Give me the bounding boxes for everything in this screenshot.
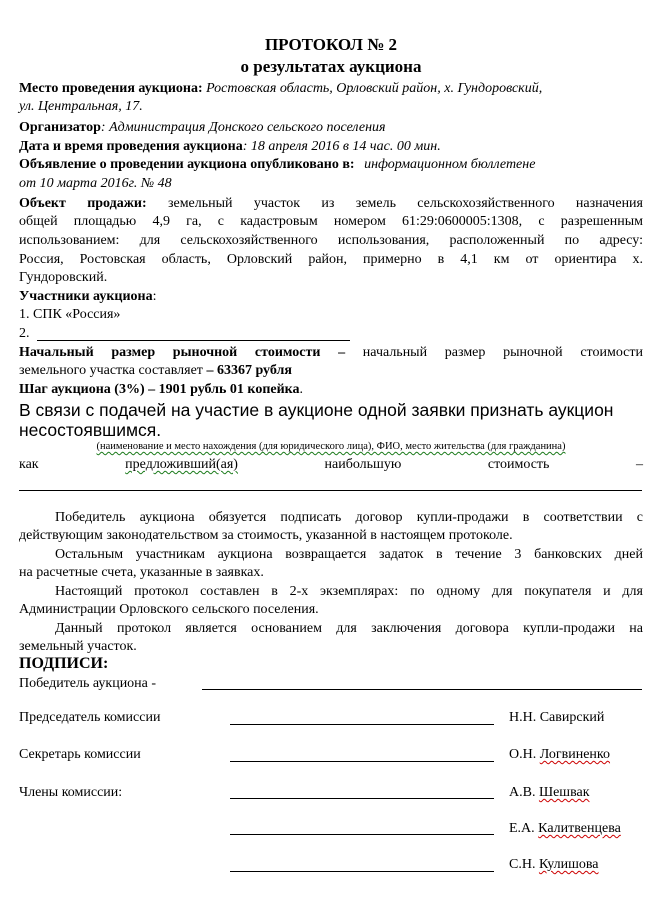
price-line-1 bbox=[19, 344, 643, 362]
object-line-2: общей площадью 4,9 га, с кадастровым номером 61:29:0600005:1308, с разрешенным bbox=[19, 214, 643, 229]
member-2-surname: Калитвенцева bbox=[538, 821, 621, 836]
offer-word-5: – bbox=[636, 457, 643, 472]
chair-label: Председатель комиссии bbox=[19, 710, 161, 725]
offer-line bbox=[19, 456, 643, 474]
paragraph-3-line-2: Администрации Орловского сельского поселения. bbox=[19, 602, 319, 617]
object-text-1: земельный участок из земель сельскохозяйственного назначения bbox=[167, 196, 643, 211]
paragraph-2-line-1: Остальным участникам аукциона возвращается задаток в течение 3 банковских дней bbox=[55, 547, 643, 562]
announcement-label: Объявление о проведении аукциона опубликовано в: bbox=[19, 157, 355, 172]
auction-step-line bbox=[19, 381, 643, 399]
offer-word-4: стоимость bbox=[487, 457, 550, 472]
paragraph-4-line-1: Данный протокол является основанием для заключения договора купли-продажи на bbox=[55, 621, 643, 636]
participants-colon: : bbox=[152, 289, 157, 304]
datetime-line bbox=[19, 138, 643, 156]
object-line-1 bbox=[19, 195, 643, 213]
paragraph-4-line-2: земельный участок. bbox=[19, 639, 137, 654]
offer-word-1: как bbox=[19, 457, 39, 472]
signatures-heading: ПОДПИСИ: bbox=[19, 655, 109, 672]
member-1-signature-line bbox=[230, 798, 494, 799]
member-1-name bbox=[509, 785, 590, 801]
place-label: Место проведения аукциона: bbox=[19, 81, 203, 96]
place-value-cont: ул. Центральная, 17. bbox=[19, 99, 143, 114]
datetime-value: : 18 апреля 2016 в 14 час. 00 мин. bbox=[242, 139, 441, 154]
offer-word-2: предложивший(ая) bbox=[125, 457, 238, 472]
price-dash: – bbox=[338, 345, 346, 360]
member-1-surname: Шешвак bbox=[538, 785, 590, 800]
organizer-line bbox=[19, 119, 643, 137]
object-line-5: Гундоровский. bbox=[19, 270, 108, 285]
participant-2: 2. bbox=[19, 326, 30, 341]
participants-heading bbox=[19, 288, 643, 306]
secretary-label: Секретарь комиссии bbox=[19, 747, 141, 762]
member-2-name bbox=[509, 821, 621, 837]
winner-label: Победитель аукциона - bbox=[19, 676, 157, 691]
name-hint bbox=[19, 441, 643, 452]
participant-2-line bbox=[37, 340, 350, 341]
decision-line-1: В связи с подачей на участие в аукционе одной заявки признать аукцион bbox=[19, 400, 614, 420]
winner-signature-line bbox=[202, 689, 642, 690]
paragraph-3-line-1: Настоящий протокол составлен в 2-х экземплярах: по одному для покупателя и для bbox=[55, 584, 643, 599]
member-3-surname: Кулишова bbox=[538, 857, 599, 872]
member-3-signature-line bbox=[230, 871, 494, 872]
place-value: Ростовская область, Орловский район, х. Гундоровский, bbox=[206, 81, 543, 96]
price-text-2: земельного участка составляет bbox=[19, 363, 203, 378]
announcement-value-cont: от 10 марта 2016г. № 48 bbox=[19, 176, 172, 191]
member-3-name bbox=[509, 857, 599, 873]
secretary-signature-line bbox=[230, 761, 494, 762]
decision-line-2: несостоявшимся. bbox=[19, 420, 162, 440]
auction-step-dot: . bbox=[299, 382, 304, 397]
announcement-line bbox=[19, 156, 643, 174]
announcement-value: информационном бюллетене bbox=[364, 157, 536, 172]
member-2-signature-line bbox=[230, 834, 494, 835]
paragraph-1-line-2: действующим законодательством за стоимость, указанной в настоящем протоколе. bbox=[19, 528, 513, 543]
participant-1: 1. СПК «Россия» bbox=[19, 307, 121, 322]
datetime-label: Дата и время проведения аукциона bbox=[19, 139, 243, 154]
member-2-initials: Е.А. bbox=[509, 821, 535, 836]
document-subtitle: о результатах аукциона bbox=[240, 57, 422, 76]
paragraph-2-line-2: на расчетные счета, указанные в заявках. bbox=[19, 565, 264, 580]
secretary-surname: Логвиненко bbox=[539, 747, 611, 762]
member-1-initials: А.В. bbox=[509, 785, 536, 800]
members-label: Члены комиссии: bbox=[19, 785, 123, 800]
offer-blank-line bbox=[19, 490, 642, 491]
object-line-4: Россия, Ростовская область, Орловский район, примерно в 4,1 км от ориентира х. bbox=[19, 252, 643, 267]
price-text-1: начальный размер рыночной стоимости bbox=[362, 345, 643, 360]
member-3-initials: С.Н. bbox=[509, 857, 536, 872]
document-title: ПРОТОКОЛ № 2 bbox=[264, 35, 398, 54]
name-hint-text: (наименование и место нахождения (для юридического лица), ФИО, место жительства (для гражданина) bbox=[96, 441, 566, 452]
object-line-3: использованием: для сельскохозяйственного использования, расположенный по адресу: bbox=[19, 233, 643, 248]
secretary-name bbox=[509, 747, 610, 763]
chair-signature-line bbox=[230, 724, 494, 725]
object-label: Объект продажи: bbox=[19, 196, 147, 211]
price-line-2 bbox=[19, 362, 643, 380]
organizer-value: : Администрация Донского сельского поселения bbox=[100, 120, 386, 135]
paragraph-1-line-1: Победитель аукциона обязуется подписать договор купли-продажи в соответствии с bbox=[55, 510, 643, 525]
price-label: Начальный размер рыночной стоимости bbox=[19, 345, 321, 360]
price-amount: – 63367 рубля bbox=[206, 363, 292, 378]
participants-label: Участники аукциона bbox=[19, 289, 153, 304]
place-line bbox=[19, 80, 643, 98]
chair-name: Н.Н. Савирский bbox=[509, 710, 605, 725]
secretary-initials: О.Н. bbox=[509, 747, 537, 762]
offer-word-3: наибольшую bbox=[324, 457, 402, 472]
organizer-label: Организатор bbox=[19, 120, 101, 135]
auction-step: Шаг аукциона (3%) – 1901 рубль 01 копейка bbox=[19, 382, 300, 397]
